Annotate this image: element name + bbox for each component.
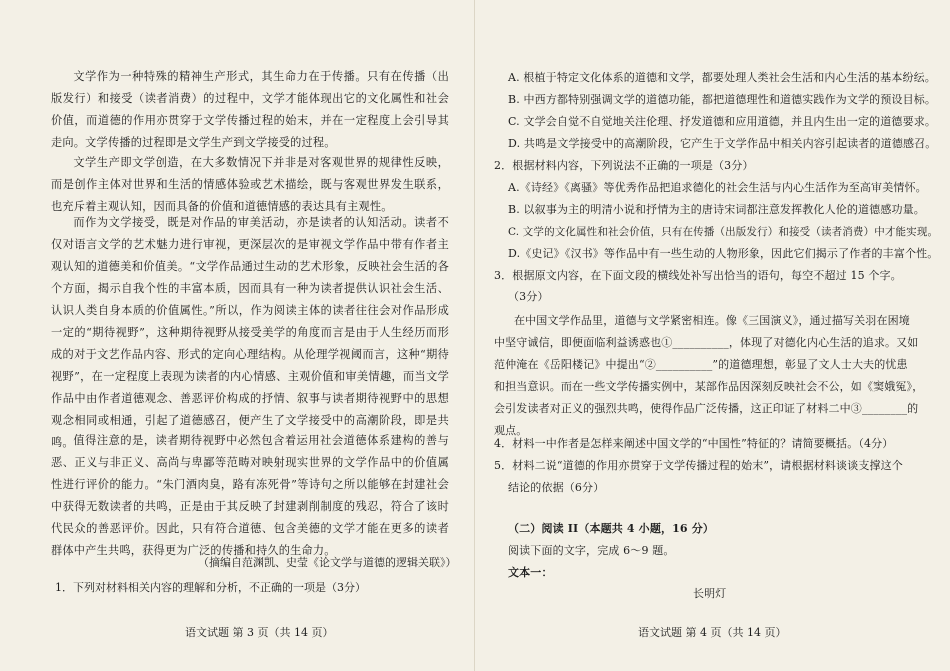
q1-option-c: C. 文学会自觉不自觉地关注伦理、抒发道德和应用道德，并且内生出一定的道德要求。 [508,115,937,128]
question-5-line-1: 5．材料二说“道德的作用亦贯穿于文学传播过程的始末”，请根据材料谈谈支撑这个 [494,459,903,472]
q3-passage-line-5: 会引发读者对正义的强烈共鸣，使得作品广泛传播，这正印证了材料二中③________的 [494,402,919,415]
q2-option-c: C. 文学的文化属性和社会价值，只有在传播（出版发行）和接受（读者消费）中才能实现。 [508,226,939,238]
q3-passage-line-3: 范仲淹在《岳阳楼记》中提出“②__________”的道德理想，彰显了文人士大夫的忧患 [494,358,908,371]
q1-option-b: B. 中西方都特别强调文学的道德功能，都把道德理性和道德实践作为文学的预设目标。 [508,93,937,106]
question-2: 2．根据材料内容，下列说法不正确的一项是（3分） [494,159,754,172]
page-footer-right: 语文试题 第 4 页（共 14 页） [638,626,787,639]
q2-option-d: D.《史记》《汉书》等作品中有一些生动的人物形象，因此它们揭示了作者的丰富个性。 [508,247,939,260]
q1-option-a: A. 根植于特定文化体系的道德和文学，都要处理人类社会生活和内心生活的基本纷纭。 [508,71,936,84]
q3-passage-line-6: 观点。 [494,424,528,437]
question-3: 3．根据原文内容，在下面文段的横线处补写出恰当的语句，每空不超过 15 个字。 [494,269,902,282]
question-1: 1．下列对材料相关内容的理解和分析，不正确的一项是（3分） [55,581,366,594]
paragraph-4: 值得注意的是，读者期待视野中必然包含着运用社会道德体系建构的善与恶、正义与非正义、高尚与卑鄙等范畴对映射现实世界的文学作品中的价值属性进行评价的能力。“朱门酒肉臭，路有冻死骨”等诗句之所以能够在封建社会中获得无数读者的共鸣，正是由于其反映了封建剥削制度的残忍，符合了该时代民众的善恶评价。因此，只有符合道德、包含美德的文学才能在更多的读者群体中产生共鸣，获得更为广泛的传播和持久的生命力。 [51,434,449,557]
text-one-label: 文本一： [508,566,553,579]
q3-passage-line-4: 和担当意识。而在一些文学传播实例中，某部作品因深刻反映社会不公，如《窦娥冤》， [494,380,924,393]
question-5-line-2: 结论的依据（6分） [508,481,605,494]
page-footer-left: 语文试题 第 3 页（共 14 页） [185,626,334,639]
q1-option-d: D. 共鸣是文学接受中的高潮阶段，它产生于文学作品中相关内容引起读者的道德感召。 [508,137,937,150]
story-title: 长明灯 [693,587,727,600]
paragraph-1: 文学作为一种特殊的精神生产形式，其生命力在于传播。只有在传播（出版发行）和接受（读者消费）的过程中，文学才能体现出它的文化属性和社会价值，而道德的作用亦贯穿于文学传播过程的始末，并在一定程度上会引导其走向。文学传播的过程即是文学生产到文学接受的过程。 [51,70,449,149]
paragraph-2: 文学生产即文学创造，在大多数情况下并非是对客观世界的规律性反映，而是创作主体对世界和生活的情感体验或艺术描绘，既与客观世界发生联系，也充斥着主观认知，因而具备的价值和道德情感的表达具有主观性。 [51,156,449,213]
right-page [475,0,950,671]
section-2-instruction: 阅读下面的文字，完成 6～9 题。 [508,544,675,557]
question-4: 4．材料一中作者是怎样来阐述中国文学的“中国性”特征的？请简要概括。（4分） [494,437,894,450]
source-citation: （摘编自范渊凯、史莹《论文学与道德的逻辑关联》） [198,556,457,569]
section-2-heading: （二）阅读 II（本题共 4 小题，16 分） [508,522,715,535]
q3-passage-line-1: 在中国文学作品里，道德与文学紧密相连。像《三国演义》，通过描写关羽在困境 [514,314,910,327]
q2-option-b: B. 以叙事为主的明清小说和抒情为主的唐诗宋词都注意发挥教化人伦的道德感功量。 [508,203,925,216]
q3-passage-line-2: 中坚守诚信，即便面临利益诱惑也①__________，体现了对德化内心生活的追求。又如 [494,336,919,349]
question-3-points: （3分） [508,290,549,303]
q2-option-a: A.《诗经》《离骚》等优秀作品把追求德化的社会生活与内心生活作为至高审美情怀。 [508,181,927,194]
paragraph-3: 而作为文学接受，既是对作品的审美活动，亦是读者的认知活动。读者不仅对语言文学的艺术魅力进行审视，更深层次的是审视文学作品中带有作者主观认知的道德美和价值美。“文学作品通过生动的艺术形象，反映社会生活的各个方面，揭示自我个性的丰富本质，因而具有一种为读者提供认识社会生活、认识人类自身本质的价值属性。”所以，作为阅读主体的读者往往会对作品形成一定的“期待视野”，这种期待视野从接受美学的角度而言是由于人生经历而形成的对于文艺作品内容、形式的定向心理结构。从伦理学视阈而言，这种“期待视野”，在一定程度上表现为读者的内心情感、主观价值和审美情趣，而当文学作品中由作者道德观念、善恶评价构成的抒情、叙事与读者期待视野中的思想观念相同或相通，引起了道德感召，便产生了文学接受中的高潮阶段，即是共鸣。 [51,216,449,449]
